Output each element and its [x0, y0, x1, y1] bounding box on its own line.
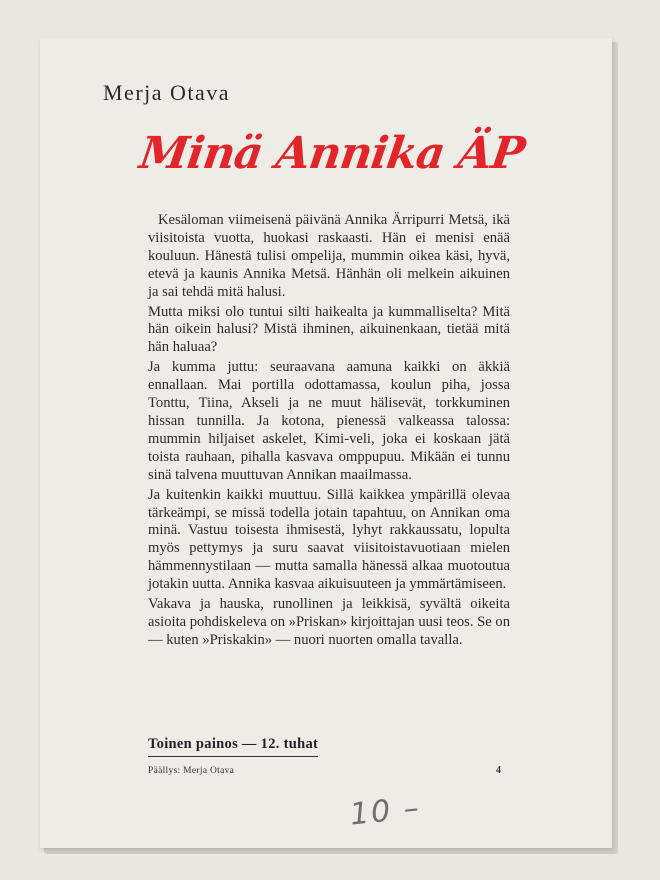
- blurb-paragraph-3: Ja kumma juttu: seuraavana aamuna kaikki on äkkiä ennallaan. Mai portilla odottamassa, koulun piha, jossa Tonttu, Tiina, Akseli ja ne muut hälisevät, torkkuminen hissan tunnilla. Ja kotona, pienessä valkeassa talossa: mummin hiljaiset askelet, Kimi-veli, joka ei koskaan jätä toista rauhaan, pihalla kasvava omppupuu. Mikään ei tunnu sinä talvena muuttuvan Annikan maailmassa.: [148, 359, 510, 483]
- handwritten-price: 10 –: [348, 790, 423, 833]
- author-name: Merja Otava: [103, 80, 231, 105]
- blurb-paragraph-5: Vakava ja hauska, runollinen ja leikkisä, syvältä oikeita asioita pohdiskeleva on »Priskan» kirjoittajan uusi teos. Se on — kuten »Priskakin» — nuori nuorten omalla tavalla.: [148, 596, 510, 648]
- blurb-paragraph-4: Ja kuitenkin kaikki muuttuu. Sillä kaikkea ympärillä olevaa tärkeämpi, se missä todella jotain tapahtuu, on Annikan oma minä. Vastuu toisesta ihmisestä, lyhyt rakkaussatu, lopulta myös pettymys ja suru saavat viisitoistavuotiaan mielen hämmennystilaan — mutta samalla hänessä alkaa muotoutua jotakin uutta. Annika kasvaa aikuisuuteen ja ymmärtämiseen.: [148, 486, 510, 593]
- blurb-paragraph-2: Mutta miksi olo tuntui silti haikealta ja kummalliselta? Mitä hän oikein halusi? Mistä ihminen, aikuinenkaan, tietää mitä hän haluaa?: [148, 303, 510, 356]
- blurb-text: [148, 212, 510, 652]
- cover-design-credit: Päällys: Merja Otava: [148, 766, 235, 776]
- page-number: 4: [496, 765, 501, 776]
- blurb-paragraph-1: Kesäloman viimeisenä päivänä Annika Ärripurri Metsä, ikä viisitoista vuotta, huokasi raskaasti. Hän ei menisi enää kouluun. Hänestä tulisi ompelija, mummin oikea käsi, hyvä, etevä ja kaunis Annika Metsä. Hänhän oli melkein aikuinen ja sai tehdä mitä halusi.: [148, 212, 510, 300]
- book-title: Minä Annika ÄP: [136, 128, 528, 179]
- edition-note: Toinen painos — 12. tuhat: [148, 736, 318, 757]
